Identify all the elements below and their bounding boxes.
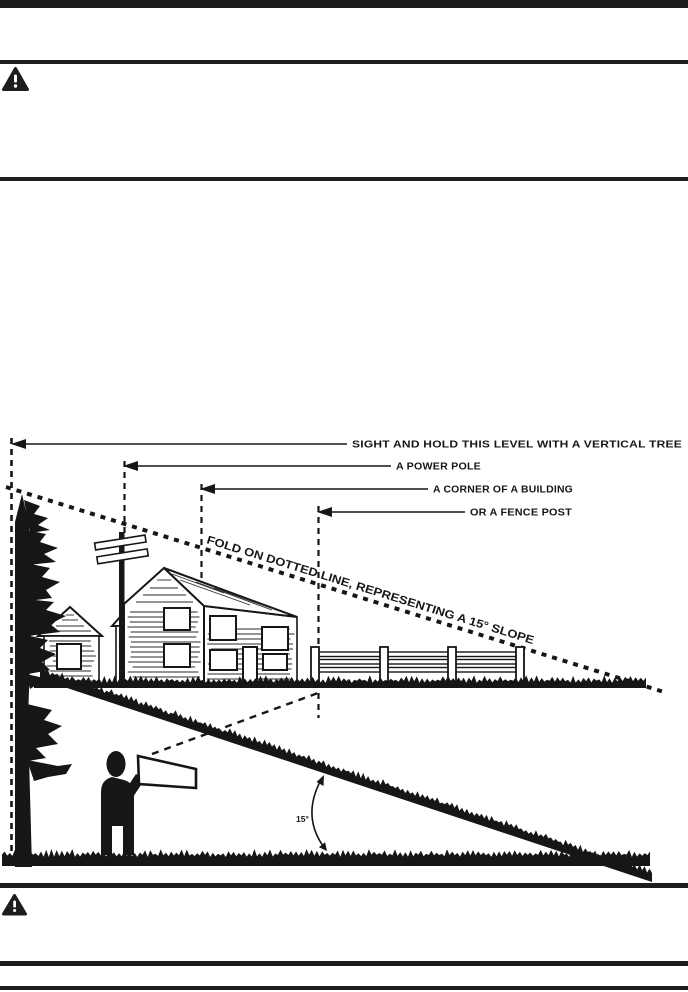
large-house-window (262, 627, 288, 650)
tree-branch (26, 530, 58, 565)
horizontal-rule-4 (0, 961, 688, 966)
fence-rail (312, 668, 524, 673)
angle-arc-curve (312, 778, 326, 850)
exclamation-dot (14, 84, 17, 87)
callout-label-building: A CORNER OF A BUILDING (433, 484, 574, 496)
large-house-window (210, 650, 237, 670)
tree-branch (27, 704, 62, 761)
exclamation-bar (14, 75, 17, 83)
large-house (124, 568, 297, 683)
large-house-window (164, 644, 190, 667)
fold-line-label: FOLD ON DOTTED LINE, REPRESENTING A 15° SLOPE (205, 534, 498, 636)
callout-arrows (20, 444, 465, 512)
page-top-bar (0, 0, 688, 8)
warning-triangle-icon (2, 67, 29, 92)
fence-rail (312, 660, 524, 665)
large-house-window (164, 608, 190, 630)
person-head (107, 751, 126, 777)
callout-label-tree: SIGHT AND HOLD THIS LEVEL WITH A VERTICAL TREE (352, 439, 683, 451)
tree-branch (26, 563, 60, 601)
angle-arc (296, 775, 327, 851)
callout-label-fence: OR A FENCE POST (470, 507, 572, 519)
paper-level (138, 756, 196, 788)
warning-triangle-icon (2, 894, 27, 916)
slope-gauge-figure (0, 430, 688, 885)
large-house-door (243, 647, 257, 683)
fence-rail (312, 652, 524, 657)
arrowhead-icon (11, 439, 26, 449)
tree-branch (27, 760, 72, 781)
arrowhead-icon (319, 842, 327, 851)
angle-label: 15° (296, 814, 309, 824)
horizontal-rule-1 (0, 60, 688, 64)
observer-person (101, 751, 196, 855)
large-house-window (210, 616, 236, 640)
callout-label-pole: A POWER POLE (396, 461, 482, 473)
horizontal-rule-3 (0, 883, 688, 888)
exclamation-dot (13, 909, 16, 912)
arrowhead-icon (317, 775, 325, 786)
exclamation-bar (13, 901, 16, 908)
large-house-window (263, 654, 287, 670)
horizontal-rule-2 (0, 177, 688, 181)
small-house-window (57, 644, 81, 669)
lower-ground-grass (2, 849, 650, 866)
horizontal-rule-5 (0, 986, 688, 990)
